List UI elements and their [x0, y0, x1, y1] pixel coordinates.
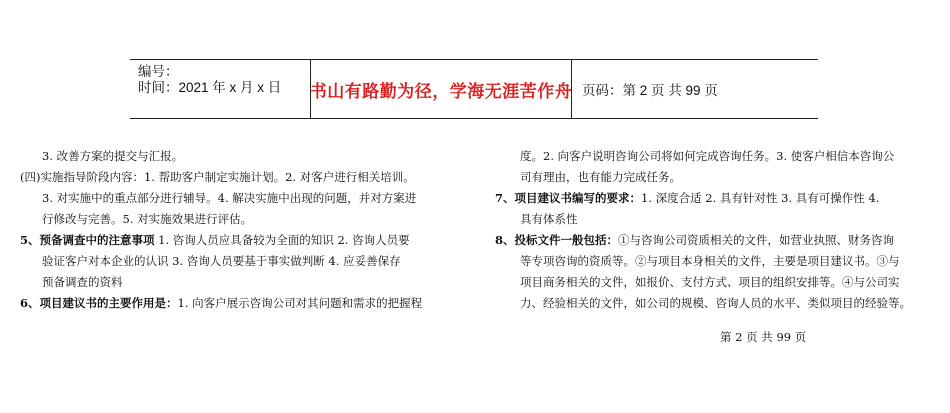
section-heading: 7、项目建议书编写的要求： [495, 191, 642, 205]
text-line: 3. 对实施中的重点部分进行辅导。4. 解决实施中出现的问题，并对方案进 [42, 191, 417, 205]
section-text: 1. 深度合适 2. 具有针对性 3. 具有可操作性 4. [641, 191, 880, 205]
section-text: 1. 向客户展示咨询公司对其问题和需求的把握程 [177, 296, 423, 310]
text-line: 力、经验相关的文件，如公司的规模、咨询人员的水平、类似项目的经验等。 [520, 296, 911, 310]
section-heading: 5、预备调查中的注意事项 [20, 233, 155, 247]
text-line: 验证客户对本企业的认识 3. 咨询人员要基于事实做判断 4. 应妥善保存 [42, 254, 401, 268]
page-footer: 第 2 页 共 99 页 [720, 330, 807, 344]
header-page-cell [572, 60, 818, 118]
header-page-label: 页码：第 2 页 共 99 页 [582, 83, 718, 98]
document-header [130, 59, 818, 119]
right-text-column [495, 146, 940, 314]
header-motto: 书山有路勤为径，学海无涯苦作舟 [309, 81, 573, 102]
text-line [20, 230, 468, 251]
text-line: (四)实施指导阶段内容：1. 帮助客户制定实施计划。2. 对客户进行相关培训。 [20, 170, 415, 184]
text-line: 司有理由，也有能力完成任务。 [520, 170, 681, 184]
text-line: 等专项咨询的资质等。②与项目本身相关的文件，主要是项目建议书。③与 [520, 254, 900, 268]
text-line: 度。2. 向客户说明咨询公司将如何完成咨询任务。3. 使客户相信本咨询公 [520, 149, 895, 163]
section-heading: 8、投标文件一般包括： [495, 233, 619, 247]
text-line: 预备调查的资料 [42, 275, 123, 289]
section-heading: 6、项目建议书的主要作用是： [20, 296, 178, 310]
document-number-label: 编号： [138, 64, 179, 79]
text-line [495, 188, 940, 209]
document-time-label: 时间：2021 年 x 月 x 日 [138, 80, 282, 95]
header-motto-cell [310, 60, 572, 118]
header-info-cell [130, 60, 310, 118]
left-text-column [20, 146, 468, 314]
section-text: ①与咨询公司资质相关的文件，如营业执照、财务咨询 [618, 233, 895, 247]
text-line [20, 293, 468, 314]
text-line: 项目商务相关的文件，如报价、支付方式、项目的组织安排等。④与公司实 [520, 275, 900, 289]
text-line: 3. 改善方案的提交与汇报。 [42, 149, 184, 163]
text-line: 行修改与完善。5. 对实施效果进行评估。 [42, 212, 253, 226]
text-line [495, 230, 940, 251]
text-line: 具有体系性 [520, 212, 578, 226]
section-text: 1. 咨询人员应具备较为全面的知识 2. 咨询人员要 [154, 233, 410, 247]
